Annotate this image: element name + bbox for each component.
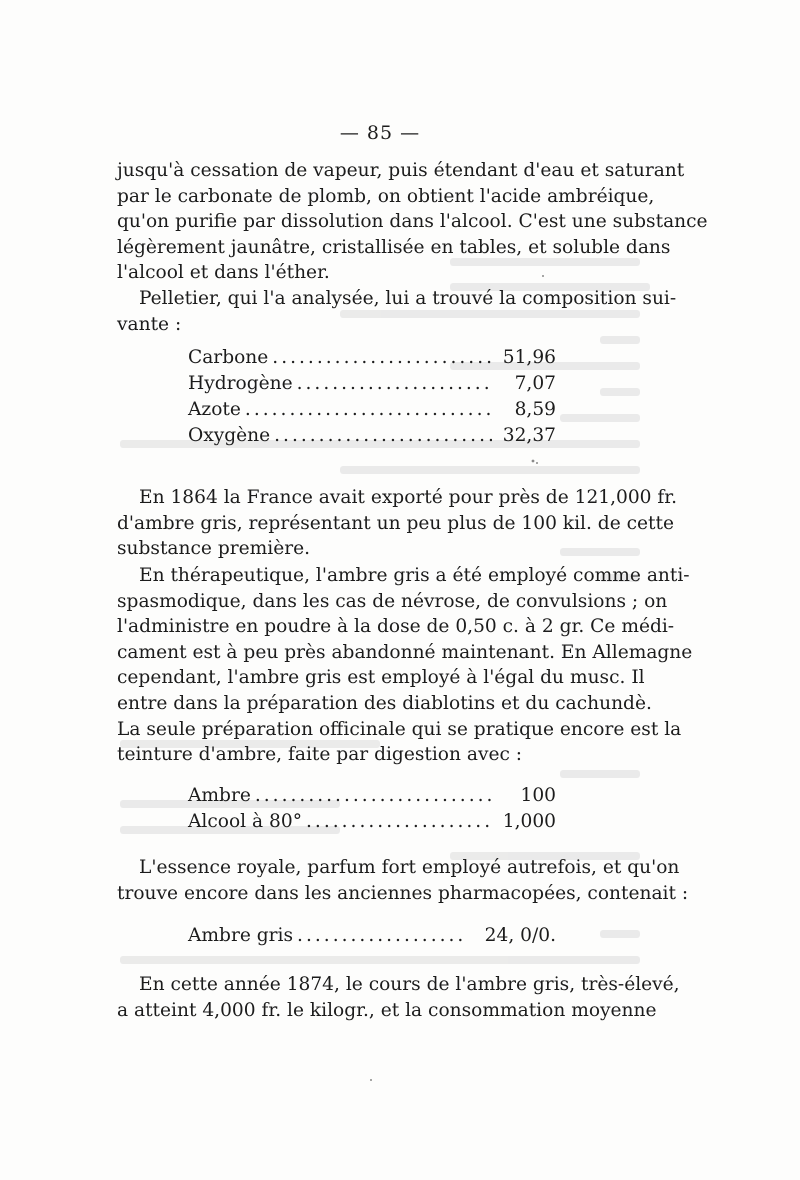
paragraph-essence-royale — [117, 855, 689, 906]
ingredient-label: Alcool à 80° — [188, 811, 302, 832]
text-line: l'administre en poudre à la dose de 0,50 c. à 2 gr. Ce médi- — [117, 616, 675, 638]
dot-leader — [245, 399, 492, 420]
dot-leader — [255, 785, 492, 806]
essence-row-ambre-gris — [188, 925, 556, 951]
dot-leader — [274, 425, 492, 446]
composition-row-azote — [188, 399, 556, 425]
text-line: L'essence royale, parfum fort employé autrefois, et qu'on — [139, 857, 680, 878]
page-number: — 85 — — [339, 122, 421, 144]
text-line: entre dans la préparation des diablotins et du cachundè. — [117, 692, 652, 714]
element-label: Azote — [188, 399, 241, 420]
text-line: En thérapeutique, l'ambre gris a été employé comme anti- — [139, 565, 690, 586]
dot-leader — [272, 347, 492, 368]
text-line: teinture d'ambre, faite par digestion avec : — [117, 744, 523, 766]
element-value: 8,59 — [514, 399, 556, 420]
dot-leader — [306, 811, 492, 832]
text-line: d'ambre gris, représentant un peu plus de 100 kil. de cette — [117, 512, 674, 534]
text-line: Pelletier, qui l'a analysée, lui a trouvé la composition sui- — [139, 288, 677, 309]
text-line: vante : — [117, 313, 182, 335]
text-line: En cette année 1874, le cours de l'ambre gris, très-élevé, — [139, 974, 680, 995]
composition-row-hydrogene — [188, 373, 556, 399]
text-line: qu'on purifie par dissolution dans l'alcool. C'est une substance — [117, 211, 708, 233]
tincture-table — [188, 785, 556, 837]
element-value: 32,37 — [502, 425, 556, 446]
ingredient-value: 1,000 — [502, 811, 556, 832]
text-line: par le carbonate de plomb, on obtient l'acide ambréique, — [117, 185, 655, 207]
paragraph-therapeutics — [117, 563, 693, 768]
composition-row-carbone — [188, 347, 556, 373]
essence-table — [188, 925, 556, 951]
tincture-row-ambre — [188, 785, 556, 811]
element-label: Hydrogène — [188, 373, 293, 394]
tincture-row-alcool — [188, 811, 556, 837]
text-line: spasmodique, dans les cas de névrose, de convulsions ; on — [117, 590, 668, 612]
dot-leader — [297, 373, 492, 394]
paragraph-ambreic-acid — [117, 158, 708, 286]
element-value: 7,07 — [514, 373, 556, 394]
element-label: Oxygène — [188, 425, 271, 446]
text-line: a atteint 4,000 fr. le kilogr., et la consommation moyenne — [117, 999, 657, 1021]
text-line: légèrement jaunâtre, cristallisée en tables, et soluble dans — [117, 236, 671, 258]
text-line: substance première. — [117, 538, 311, 560]
paragraph-pelletier — [117, 286, 677, 337]
text-line: jusqu'à cessation de vapeur, puis étendant d'eau et saturant — [117, 160, 685, 181]
ingredient-value: 100 — [520, 785, 556, 806]
text-line: trouve encore dans les anciennes pharmacopées, contenait : — [117, 882, 689, 904]
text-line: La seule préparation officinale qui se pratique encore est la — [117, 718, 682, 740]
ingredient-value: 24, 0/0. — [484, 925, 556, 946]
element-value: 51,96 — [502, 347, 556, 368]
text-line: cament est à peu près abandonné maintenant. En Allemagne — [117, 641, 693, 663]
paragraph-export-1864 — [117, 485, 678, 562]
text-line: En 1864 la France avait exporté pour près de 121,000 fr. — [139, 487, 678, 508]
paragraph-price-1874 — [117, 972, 680, 1023]
composition-row-oxygene — [188, 425, 556, 451]
text-line: l'alcool et dans l'éther. — [117, 262, 330, 284]
element-label: Carbone — [188, 347, 269, 368]
ingredient-label: Ambre gris — [188, 925, 294, 946]
composition-table — [188, 347, 556, 451]
text-line: cependant, l'ambre gris est employé à l'égal du musc. Il — [117, 667, 645, 689]
dot-leader — [297, 925, 462, 946]
ingredient-label: Ambre — [188, 785, 251, 806]
